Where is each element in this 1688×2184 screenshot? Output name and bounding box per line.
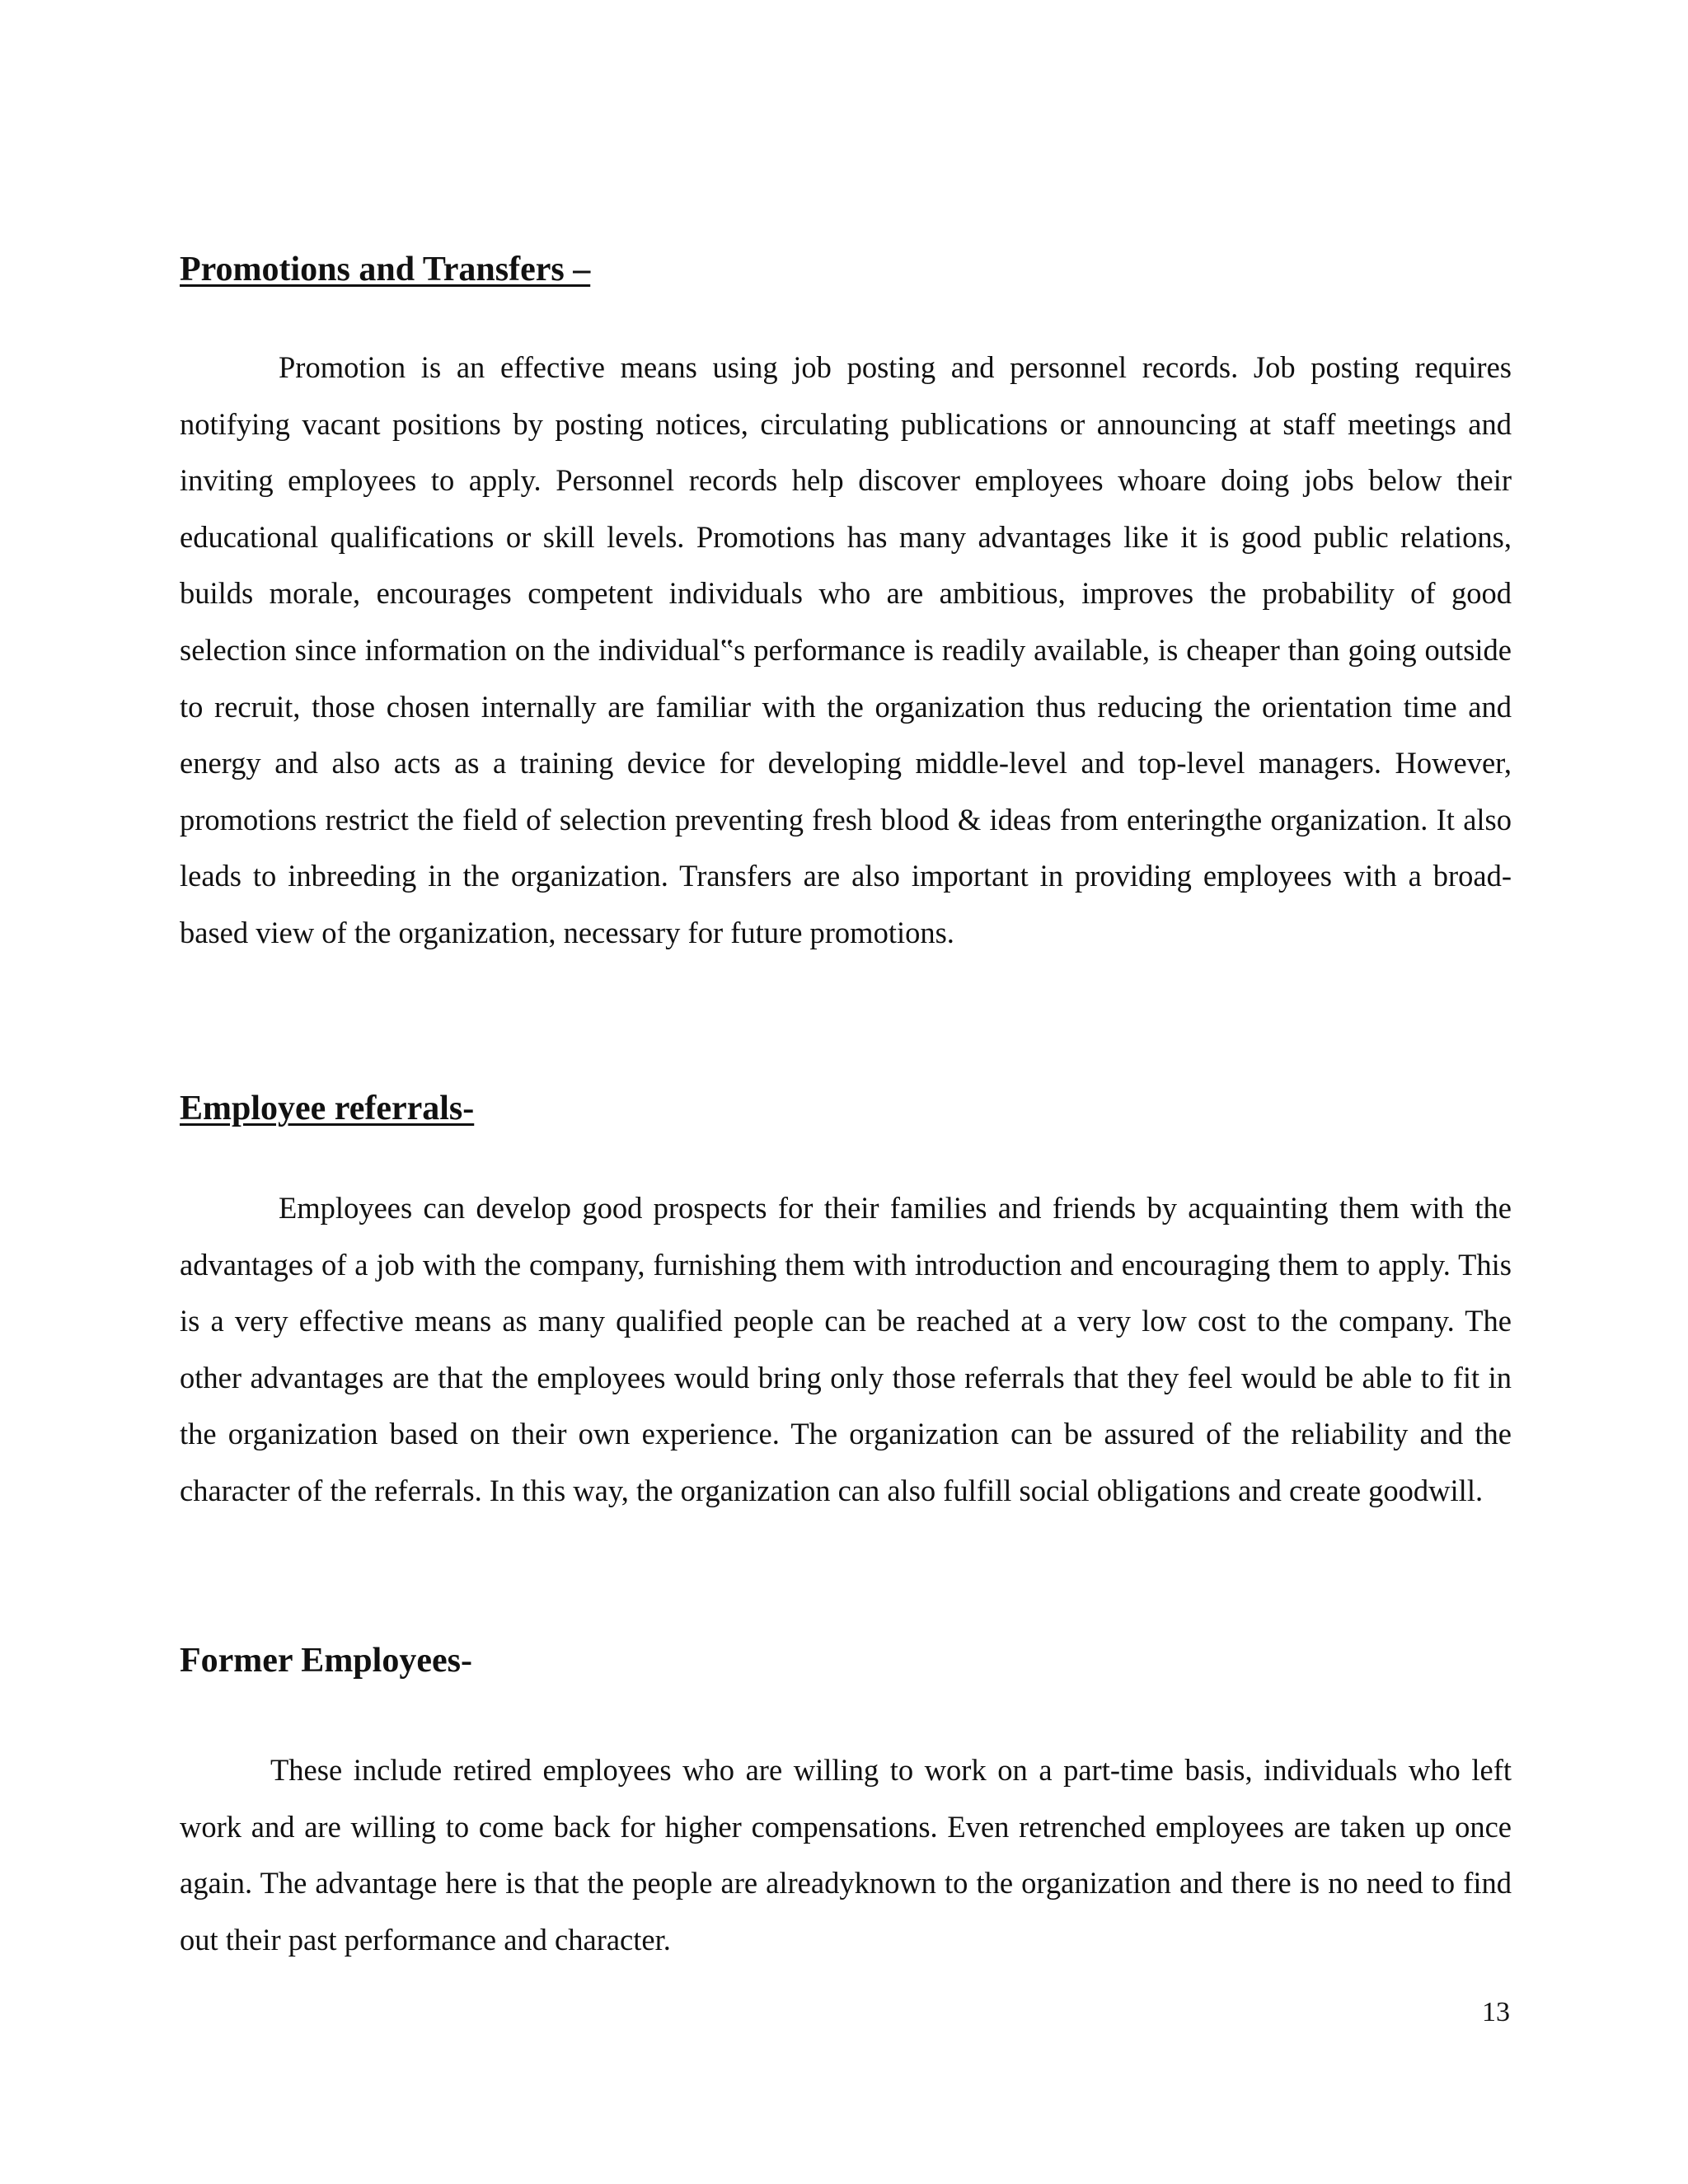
section-heading-promotions-and-transfers: Promotions and Transfers –	[180, 251, 591, 288]
section-paragraph-promotions-and-transfers: Promotion is an effective means using job posting and personnel records. Job posting requires notifying vacant positions by posting notices, circulating publications or announcing at staff meetings and inviting employees to apply. Personnel records help discover employees whoare doing jobs below their educational qualifications or skill levels. Promotions has many advantages like it is good public relations, builds morale, encourages competent individuals who are ambitious, improves the probability of good selection since information on the individual‟s performance is readily available, is cheaper than going outside to recruit, those chosen internally are familiar with the organization thus reducing the orientation time and energy and also acts as a training device for developing middle-level and top-level managers. However, promotions restrict the field of selection preventing fresh blood & ideas from enteringthe organization. It also leads to inbreeding in the organization. Transfers are also important in providing employees with a broad-based view of the organization, necessary for future promotions.	[180, 350, 1512, 949]
section-heading-employee-referrals: Employee referrals-	[180, 1090, 475, 1127]
section-heading-former-employees: Former Employees-	[180, 1642, 472, 1680]
section-paragraph-employee-referrals: Employees can develop good prospects for their families and friends by acquainting them with the advantages of a job with the company, furnishing them with introduction and encouraging them to apply. This is a very effective means as many qualified people can be reached at a very low cost to the company. The other advantages are that the employees would bring only those referrals that they feel would be able to fit in the organization based on their own experience. The organization can be assured of the reliability and the character of the referrals. In this way, the organization can also fulfill social obligations and create goodwill.	[180, 1191, 1512, 1507]
section-paragraph-former-employees: These include retired employees who are willing to work on a part-time basis, individuals who left work and are willing to come back for higher compensations. Even retrenched employees are taken up once again. The advantage here is that the people are alreadyknown to the organization and there is no need to find out their past performance and character.	[180, 1753, 1512, 1957]
page-number: 13	[1482, 1997, 1510, 2027]
